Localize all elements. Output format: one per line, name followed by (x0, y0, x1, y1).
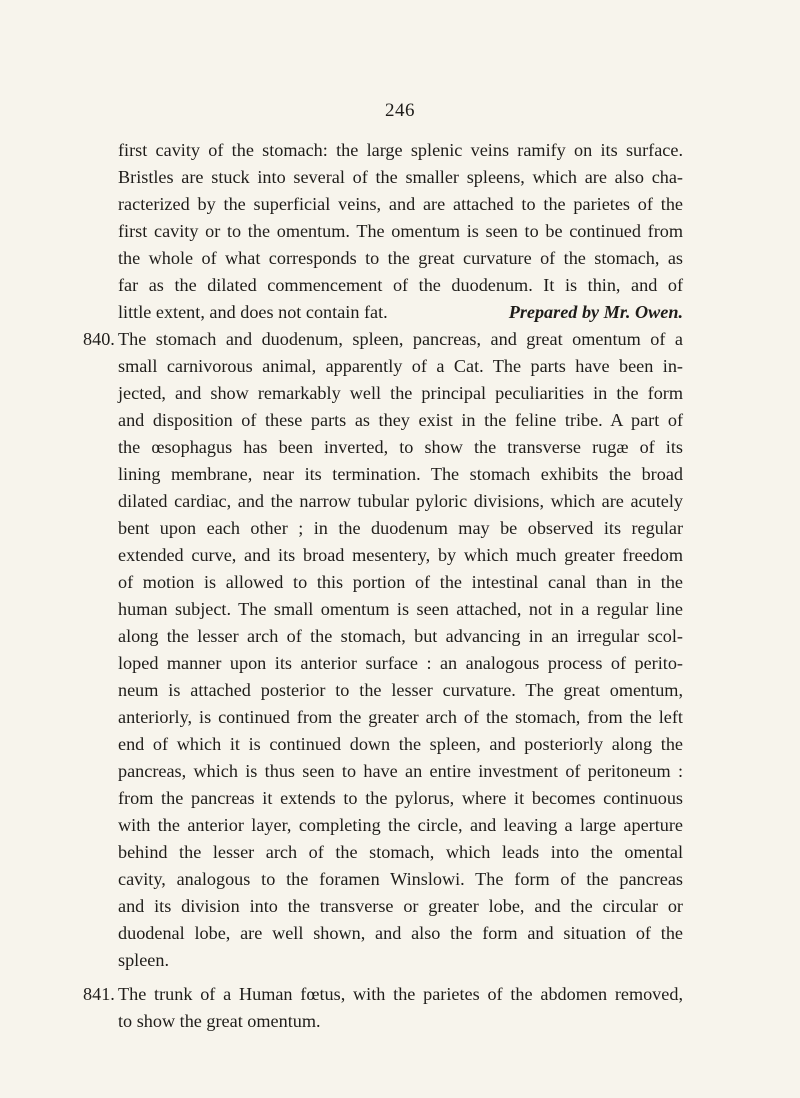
text-line: of motion is allowed to this portion of the intestinal canal than in the (118, 572, 683, 592)
text-line: duodenal lobe, are well shown, and also the form and situation of the (118, 923, 683, 943)
text-line: anteriorly, is continued from the greater arch of the stomach, from the left (118, 707, 683, 727)
text-line: racterized by the superficial veins, and are attached to the parietes of the (118, 194, 683, 214)
text-line: with the anterior layer, completing the circle, and leaving a large aperture (118, 815, 683, 835)
text-line: Bristles are stuck into several of the smaller spleens, which are also cha- (118, 167, 683, 187)
text-line: neum is attached posterior to the lesser curvature. The great omentum, (118, 680, 683, 700)
text-line: end of which it is continued down the spleen, and posteriorly along the (118, 734, 683, 754)
text-line: pancreas, which is thus seen to have an entire investment of peritoneum : (118, 761, 683, 781)
text-line: loped manner upon its anterior surface : an analogous process of perito- (118, 653, 683, 673)
item-number: 841. (83, 984, 115, 1004)
text-line: spleen. (118, 950, 170, 970)
text-line: far as the dilated commencement of the duodenum. It is thin, and of (118, 275, 683, 295)
text-line: the œsophagus has been inverted, to show the transverse rugæ of its (118, 437, 683, 457)
text-line: small carnivorous animal, apparently of a Cat. The parts have been in- (118, 356, 683, 376)
text-line: dilated cardiac, and the narrow tubular pyloric divisions, which are acutely (118, 491, 683, 511)
text-line: first cavity or to the omentum. The omentum is seen to be continued from (118, 221, 683, 241)
text-line: The stomach and duodenum, spleen, pancreas, and great omentum of a (118, 329, 683, 349)
text-line: lining membrane, near its termination. The stomach exhibits the broad (118, 464, 683, 484)
text-line: The trunk of a Human fœtus, with the parietes of the abdomen removed, (118, 984, 683, 1004)
text-line-with-attribution (118, 303, 683, 327)
text-line: extended curve, and its broad mesentery, by which much greater freedom (118, 545, 683, 565)
text-line: from the pancreas it extends to the pylorus, where it becomes continuous (118, 788, 683, 808)
text-line: jected, and show remarkably well the principal peculiarities in the form (118, 383, 683, 403)
text-line: and its division into the transverse or greater lobe, and the circular or (118, 896, 683, 916)
page-number: 246 (385, 100, 415, 121)
text-line: the whole of what corresponds to the great curvature of the stomach, as (118, 248, 683, 268)
item-number: 840. (83, 329, 115, 349)
text-line: to show the great omentum. (118, 1011, 321, 1031)
text-line: first cavity of the stomach: the large splenic veins ramify on its surface. (118, 140, 683, 160)
text-line: and disposition of these parts as they exist in the feline tribe. A part of (118, 410, 683, 430)
text-line: little extent, and does not contain fat. (118, 302, 388, 322)
text-line: along the lesser arch of the stomach, but advancing in an irregular scol- (118, 626, 683, 646)
text-line: behind the lesser arch of the stomach, which leads into the omental (118, 842, 683, 862)
text-line: cavity, analogous to the foramen Winslowi. The form of the pancreas (118, 869, 683, 889)
text-line: bent upon each other ; in the duodenum may be observed its regular (118, 518, 683, 538)
text-line: human subject. The small omentum is seen attached, not in a regular line (118, 599, 683, 619)
attribution: Prepared by Mr. Owen. (508, 302, 683, 322)
